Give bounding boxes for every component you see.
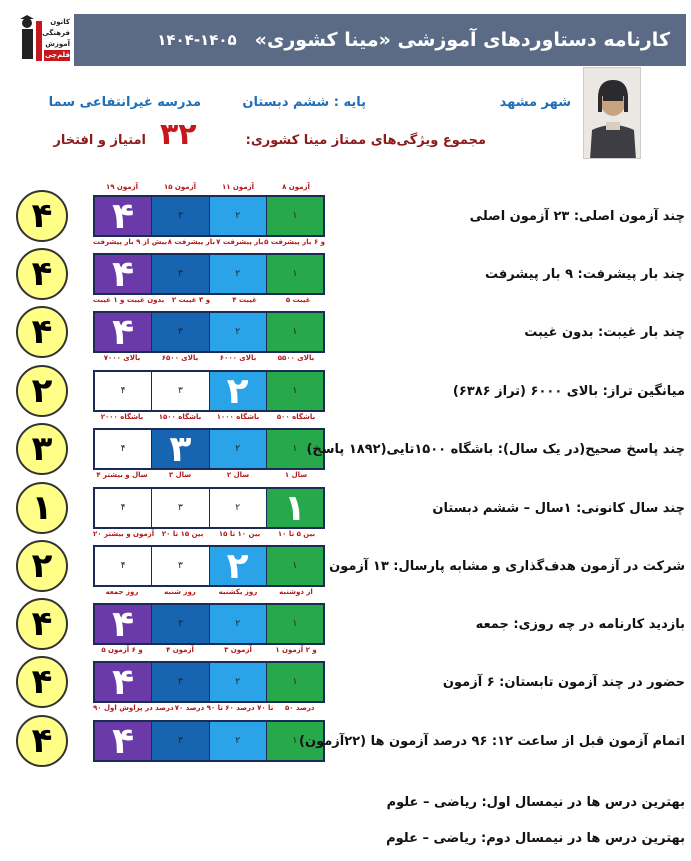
row-score-circle: ۴	[16, 248, 68, 300]
score-cell-3: ۳	[151, 255, 208, 293]
features-label: مجموع ویژگی‌های ممتاز مینا کشوری:	[245, 133, 486, 148]
row-label: چند آزمون اصلی: ۲۳ آزمون اصلی	[469, 209, 685, 224]
row-header-label: ۸ آزمون	[282, 183, 310, 191]
score-cell-3: ۳	[151, 313, 208, 351]
score-cell-2: ۲	[209, 430, 266, 468]
score-cell-2: ۲	[209, 663, 266, 701]
row-header-label: باشگاه ۱۵۰۰	[158, 413, 202, 421]
row-header-label: روز یکشنبه	[218, 588, 258, 596]
score-strip	[93, 487, 325, 529]
row-label: شرکت در آزمون هدف‌گذاری و مشابه پارسال: ۱۳ آزمون	[329, 559, 685, 574]
row-bottom-headers	[93, 588, 325, 596]
score-cell-4: ۴	[95, 313, 151, 351]
row-header-label: بین ۱۰ تا ۱۵	[218, 530, 261, 538]
grade-label: پایه : ششم دبستان	[242, 95, 366, 110]
logo-line-2: فرهنگی	[42, 29, 70, 37]
score-cell-3: ۳	[151, 197, 208, 235]
row-header-label: ۷ بار پیشرفت	[216, 238, 264, 246]
academic-years: ۱۴۰۴-۱۴۰۵	[157, 31, 237, 49]
row-header-label: ۲ و ۳ غیبت	[171, 296, 211, 304]
city-label: شهر مشهد	[499, 95, 571, 110]
best-subjects-second-half: بهترین درس ها در نیمسال دوم: ریاضی – علوم	[386, 831, 685, 846]
score-cell-1: ۱	[266, 605, 323, 643]
row-score-circle: ۲	[16, 365, 68, 417]
page-title: کارنامه دستاوردهای آموزشی «مینا کشوری»	[254, 29, 670, 51]
row-score-circle: ۴	[16, 656, 68, 708]
row-header-label: ۷۰ تا ۹۰ درصد	[174, 704, 223, 712]
score-cell-1: ۱	[266, 313, 323, 351]
row-header-label: بالای ۵۵۰۰	[277, 354, 315, 362]
row-header-label: ۸ بار پیشرفت	[167, 238, 216, 246]
row-label: بازدید کارنامه در چه روزی: جمعه	[475, 617, 685, 632]
row-header-label: باشگاه ۱۰۰۰	[216, 413, 260, 421]
row-header-label: ۲۰ آزمون و بیشتر	[93, 530, 155, 538]
row-header-label: ۵ و ۶ آزمون	[101, 646, 143, 654]
row-label: اتمام آزمون قبل از ساعت ۱۲: ۹۶ درصد آزمون ها (۲۲آزمون)	[299, 734, 685, 749]
score-cell-4: ۴	[95, 722, 151, 760]
row-header-label: ۵ غیبت	[285, 296, 311, 304]
row-top-headers	[93, 183, 325, 191]
score-cell-4: ۴	[95, 489, 151, 527]
score-strip	[93, 603, 325, 645]
score-cell-4: ۴	[95, 430, 151, 468]
row-label: چند بار غیبت: بدون غیبت	[524, 325, 685, 340]
score-cell-1: ۱	[266, 489, 323, 527]
score-cell-4: ۴	[95, 547, 151, 585]
row-header-label: ۶۰ تا ۷۰ درصد	[225, 704, 274, 712]
row-header-label: ۱۱ آزمون	[221, 183, 255, 191]
school-label: مدرسه غیرانتفاعی سما	[48, 95, 201, 110]
score-cell-2: ۲	[209, 547, 266, 585]
row-header-label: بین ۵ تا ۱۰	[277, 530, 316, 538]
total-score: ۳۲	[160, 117, 197, 152]
score-cell-4: ۴	[95, 605, 151, 643]
row-bottom-headers	[93, 296, 325, 304]
score-cell-3: ۳	[151, 605, 208, 643]
row-label: چند پاسخ صحیح(در یک سال): باشگاه ۱۵۰۰تایی(۱۸۹۲ پاسخ)	[306, 442, 685, 457]
row-bottom-headers	[93, 530, 325, 538]
row-header-label: بین ۱۵ تا ۲۰	[161, 530, 204, 538]
score-cell-4: ۴	[95, 372, 151, 410]
row-bottom-headers	[93, 238, 325, 246]
score-strip	[93, 720, 325, 762]
row-header-label: بالای ۶۵۰۰	[161, 354, 199, 362]
row-label: چند بار پیشرفت: ۹ بار پیشرفت	[484, 267, 685, 282]
score-cell-2: ۲	[209, 372, 266, 410]
row-bottom-headers	[93, 704, 325, 712]
row-score-circle: ۴	[16, 598, 68, 650]
row-header-label: بالای ۷۰۰۰	[103, 354, 141, 362]
row-header-label: باشگاه ۵۰۰	[276, 413, 316, 421]
score-cell-2: ۲	[209, 197, 266, 235]
row-header-label: از دوشنبه	[279, 588, 313, 596]
score-cell-2: ۲	[209, 313, 266, 351]
student-photo	[583, 67, 641, 159]
row-header-label: روز شنبه	[164, 588, 196, 596]
score-strip	[93, 545, 325, 587]
score-strip	[93, 253, 325, 295]
score-cell-3: ۳	[151, 722, 208, 760]
score-strip	[93, 370, 325, 412]
row-header-label: ۳ آزمون	[224, 646, 252, 654]
row-header-label: ۵ و ۶ بار پیشرفت	[264, 238, 326, 246]
header-bar	[74, 14, 686, 66]
row-header-label: روز جمعه	[105, 588, 139, 596]
row-bottom-headers	[93, 413, 325, 421]
row-header-label: ۳ سال	[168, 471, 192, 479]
kanoon-logo	[18, 15, 70, 65]
logo-line-3: آموزش	[45, 40, 70, 48]
row-label: میانگین تراز: بالای ۶۰۰۰ (تراز ۶۳۸۶)	[452, 384, 685, 399]
row-header-label: ۹۰ درصد در پراوش اول	[93, 704, 174, 712]
row-bottom-headers	[93, 471, 325, 479]
row-score-circle: ۲	[16, 540, 68, 592]
row-header-label: ۴ سال و بیشتر	[96, 471, 148, 479]
score-cell-1: ۱	[266, 547, 323, 585]
score-cell-1: ۱	[266, 722, 323, 760]
score-strip	[93, 311, 325, 353]
row-header-label: ۴ آزمون	[166, 646, 194, 654]
score-cell-3: ۳	[151, 547, 208, 585]
score-strip	[93, 195, 325, 237]
score-cell-1: ۱	[266, 255, 323, 293]
score-cell-3: ۳	[151, 372, 208, 410]
score-cell-3: ۳	[151, 663, 208, 701]
row-bottom-headers	[93, 646, 325, 654]
score-cell-2: ۲	[209, 722, 266, 760]
row-header-label: بیش از ۹ بار پیشرفت	[93, 238, 168, 246]
logo-line-1: کانون	[50, 18, 70, 26]
score-cell-1: ۱	[266, 663, 323, 701]
score-cell-4: ۴	[95, 255, 151, 293]
score-strip	[93, 661, 325, 703]
row-bottom-headers	[93, 354, 325, 362]
row-header-label: ۵۰ درصد	[285, 704, 315, 712]
row-score-circle: ۴	[16, 306, 68, 358]
row-header-label: بالای ۶۰۰۰	[219, 354, 257, 362]
logo-line-4: قلم‌چی	[44, 51, 70, 59]
best-subjects-first-half: بهترین درس ها در نیمسال اول: ریاضی – علوم	[386, 795, 685, 810]
row-header-label: بدون غیبت و ۱ غیبت	[93, 296, 165, 304]
score-cell-4: ۴	[95, 197, 151, 235]
row-score-circle: ۴	[16, 190, 68, 242]
row-header-label: ۲ سال	[226, 471, 250, 479]
score-caption: امتیاز و افتخار	[53, 133, 146, 148]
row-score-circle: ۱	[16, 482, 68, 534]
row-label: چند سال کانونی: ۱سال – ششم دبستان	[432, 501, 685, 516]
score-cell-1: ۱	[266, 430, 323, 468]
row-score-circle: ۳	[16, 423, 68, 475]
score-cell-1: ۱	[266, 372, 323, 410]
row-header-label: ۱۹ آزمون	[105, 183, 139, 191]
score-cell-2: ۲	[209, 605, 266, 643]
score-cell-2: ۲	[209, 489, 266, 527]
row-header-label: ۱ سال	[284, 471, 308, 479]
row-header-label: باشگاه ۲۰۰۰	[100, 413, 144, 421]
row-header-label: ۱۵ آزمون	[163, 183, 197, 191]
row-header-label: ۴ غیبت	[232, 296, 257, 304]
score-cell-4: ۴	[95, 663, 151, 701]
score-cell-2: ۲	[209, 255, 266, 293]
score-strip	[93, 428, 325, 470]
score-cell-3: ۳	[151, 489, 208, 527]
row-header-label: ۱ و ۲ آزمون	[275, 646, 317, 654]
row-score-circle: ۴	[16, 715, 68, 767]
score-cell-1: ۱	[266, 197, 323, 235]
score-cell-3: ۳	[151, 430, 208, 468]
row-label: حضور در چند آزمون تابستان: ۶ آزمون	[442, 675, 685, 690]
